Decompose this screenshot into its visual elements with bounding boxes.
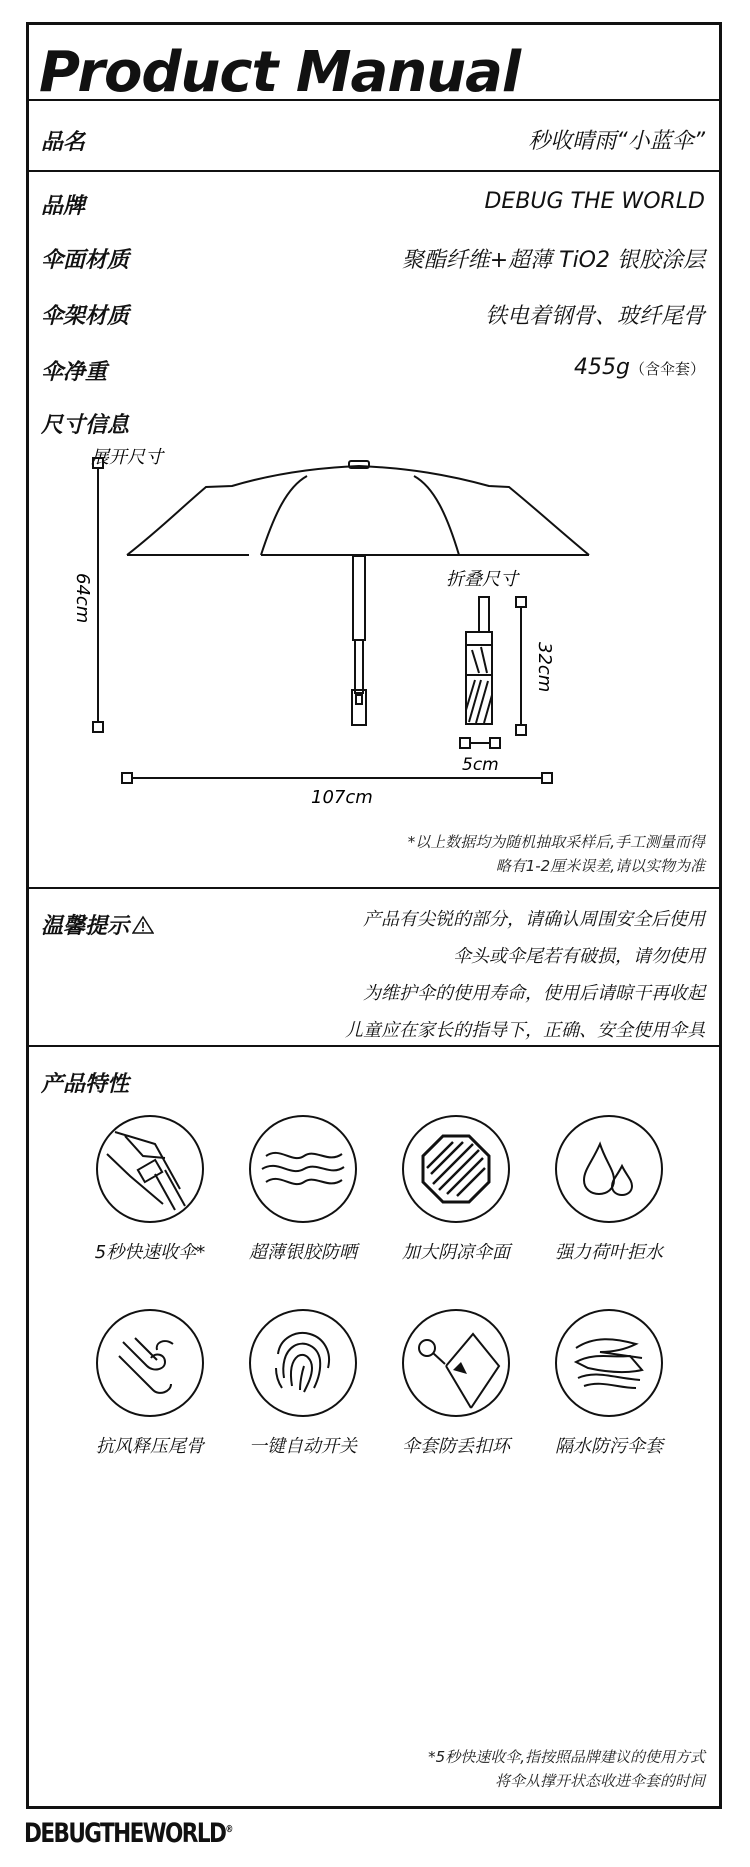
- tips-label: [41, 909, 154, 941]
- features-label: 产品特性: [41, 1072, 130, 1097]
- feature-label: 一键自动开关: [249, 1436, 357, 1457]
- product-name-value: 秒收晴雨“小蓝伞”: [528, 129, 705, 154]
- waves-icon: [248, 1114, 358, 1224]
- fingerprint-icon: [248, 1308, 358, 1418]
- spec-label-weight: 伞净重: [41, 360, 108, 385]
- tip-line: 为维护伞的使用寿命，使用后请晾干再收起: [363, 983, 705, 1004]
- feature-label: 隔水防污伞套: [555, 1436, 663, 1457]
- feature-label: 加大阴凉伞面: [402, 1242, 510, 1263]
- tip-line: 产品有尖锐的部分，请确认周围安全后使用: [363, 909, 705, 930]
- size-note: [408, 830, 705, 878]
- warning-icon: [132, 915, 154, 941]
- registered-mark: ®: [225, 1824, 232, 1835]
- umbrella-folded-drawing: [466, 597, 492, 724]
- open-height-value: 64cm: [72, 573, 93, 624]
- wind-icon: [95, 1308, 205, 1418]
- open-width-value: 107cm: [311, 787, 373, 808]
- folded-width-measure: [460, 738, 500, 748]
- feature-item: [75, 1114, 225, 1264]
- feature-label: 超薄银胶防晒: [249, 1242, 357, 1263]
- size-label: 尺寸信息: [41, 413, 130, 438]
- feature-item: [228, 1114, 378, 1264]
- umbrella-open-drawing: [127, 461, 589, 725]
- spec-value-frame: 铁电着钢骨、玻纤尾骨: [484, 304, 705, 329]
- water-drop-icon: [554, 1114, 664, 1224]
- feature-item: [381, 1308, 531, 1458]
- spec-value-canopy: 聚酯纤维+超薄 TiO2 银胶涂层: [401, 248, 705, 273]
- size-note-line: 略有1-2厘米误差,请以实物为准: [495, 857, 705, 875]
- weight-value: 455g: [574, 355, 630, 380]
- features-note: [428, 1745, 705, 1793]
- brand-logo-text: DEBUGTHEWORLD: [24, 1818, 226, 1849]
- features-note-line: *5秒快速收伞,指按照品牌建议的使用方式: [428, 1748, 705, 1766]
- layers-icon: [554, 1308, 664, 1418]
- page-title: Product Manual: [39, 40, 521, 105]
- spec-label-frame: 伞架材质: [41, 304, 130, 329]
- feature-label: 伞套防丢扣环: [402, 1436, 510, 1457]
- folded-height-measure: [516, 597, 526, 735]
- fold-icon: [95, 1114, 205, 1224]
- feature-item: [228, 1308, 378, 1458]
- divider: [29, 887, 719, 889]
- buckle-icon: [401, 1308, 511, 1418]
- folded-width-value: 5cm: [462, 755, 499, 775]
- feature-label: 强力荷叶拒水: [555, 1242, 663, 1263]
- spec-label-brand: 品牌: [41, 194, 86, 219]
- canopy-icon: [401, 1114, 511, 1224]
- tip-line: 儿童应在家长的指导下，正确、安全使用伞具: [345, 1020, 705, 1041]
- features-note-line: 将伞从撑开状态收进伞套的时间: [494, 1772, 705, 1790]
- feature-label: 抗风释压尾骨: [96, 1436, 204, 1457]
- feature-item: [534, 1308, 684, 1458]
- weight-note: （含伞套）: [629, 360, 705, 378]
- feature-label: 5秒快速收伞*: [94, 1242, 206, 1263]
- feature-item: [381, 1114, 531, 1264]
- tips-list: [345, 901, 705, 1049]
- spec-label-canopy: 伞面材质: [41, 248, 130, 273]
- size-note-line: *以上数据均为随机抽取采样后,手工测量而得: [407, 833, 705, 851]
- tip-line: 伞头或伞尾若有破损，请勿使用: [453, 946, 705, 967]
- feature-item: [534, 1114, 684, 1264]
- divider: [29, 1045, 719, 1047]
- folded-size-label: 折叠尺寸: [446, 569, 518, 590]
- open-size-label: 展开尺寸: [91, 447, 163, 468]
- manual-frame: [26, 22, 722, 1809]
- feature-item: [75, 1308, 225, 1458]
- spec-value-brand: DEBUG THE WORLD: [484, 189, 705, 214]
- product-name-label: 品名: [41, 130, 86, 155]
- brand-logo: [24, 1818, 232, 1849]
- folded-height-value: 32cm: [534, 642, 555, 693]
- open-height-measure: [93, 458, 103, 732]
- tips-label-text: 温馨提示: [41, 914, 130, 939]
